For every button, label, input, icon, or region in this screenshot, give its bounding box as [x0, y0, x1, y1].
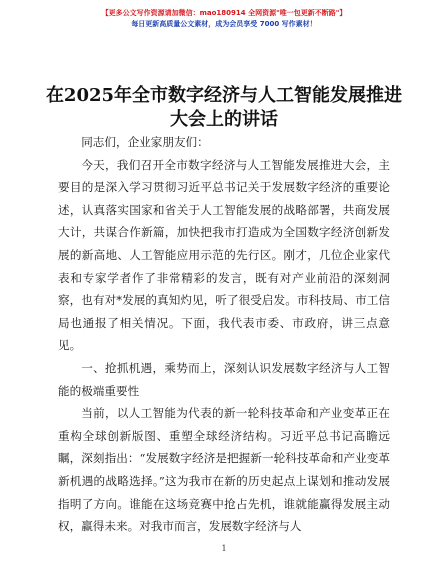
document-body: [58, 131, 390, 538]
section-heading-1: 一、抢抓机遇，乘势而上，深刻认识发展数字经济与人工智能的极端重要性: [58, 360, 390, 398]
promo-banner-line-1: 【更多公文写作资源请加微信：mao180914 全网资源"唯一包更新不断路"】: [101, 9, 347, 17]
promo-banner-line-2: 每日更新高质量公文素材，成为会员享受 7000 写作素材！: [131, 20, 317, 28]
paragraph-intro: 今天，我们召开全市数字经济与人工智能发展推进大会，主要目的是深入学习贯彻习近平总书记关于发展数字经济的重要论述，认真落实国家和省关于人工智能发展的战略部署，共商发展大计，共谋合作新篇，加快把我市打造成为全国数字经济创新发展的新高地、人工智能应用示范的先行区。刚才，几位企业家代表和专家学者作了非常精彩的发言，既有对产业前沿的深刻洞察，也有对*发展的真知灼见，听了很受启发。市科技局、市工信局也通报了相关情况。下面，我代表市委、市政府，讲三点意见。: [58, 157, 390, 353]
page-number: 1: [221, 544, 227, 553]
salutation: 同志们，企业家朋友们：: [81, 135, 209, 149]
document-title: 在2025年全市数字经济与人工智能发展推进大会上的讲话: [45, 85, 403, 130]
promo-banner: [0, 8, 448, 30]
paragraph-section-1: 当前，以人工智能为代表的新一轮科技革命和产业变革正在重构全球创新版图、重塑全球经济结构。习近平总书记高瞻远瞩，深刻指出：“发展数字经济是把握新一轮科技革命和产业变革新机遇的战略选择。”这为我市在新的历史起点上谋划和推动发展指明了方向。谁能在这场竞赛中抢占先机，谁就能赢得发展主动权，赢得未来。对我市而言，发展数字经济与人: [58, 406, 390, 534]
